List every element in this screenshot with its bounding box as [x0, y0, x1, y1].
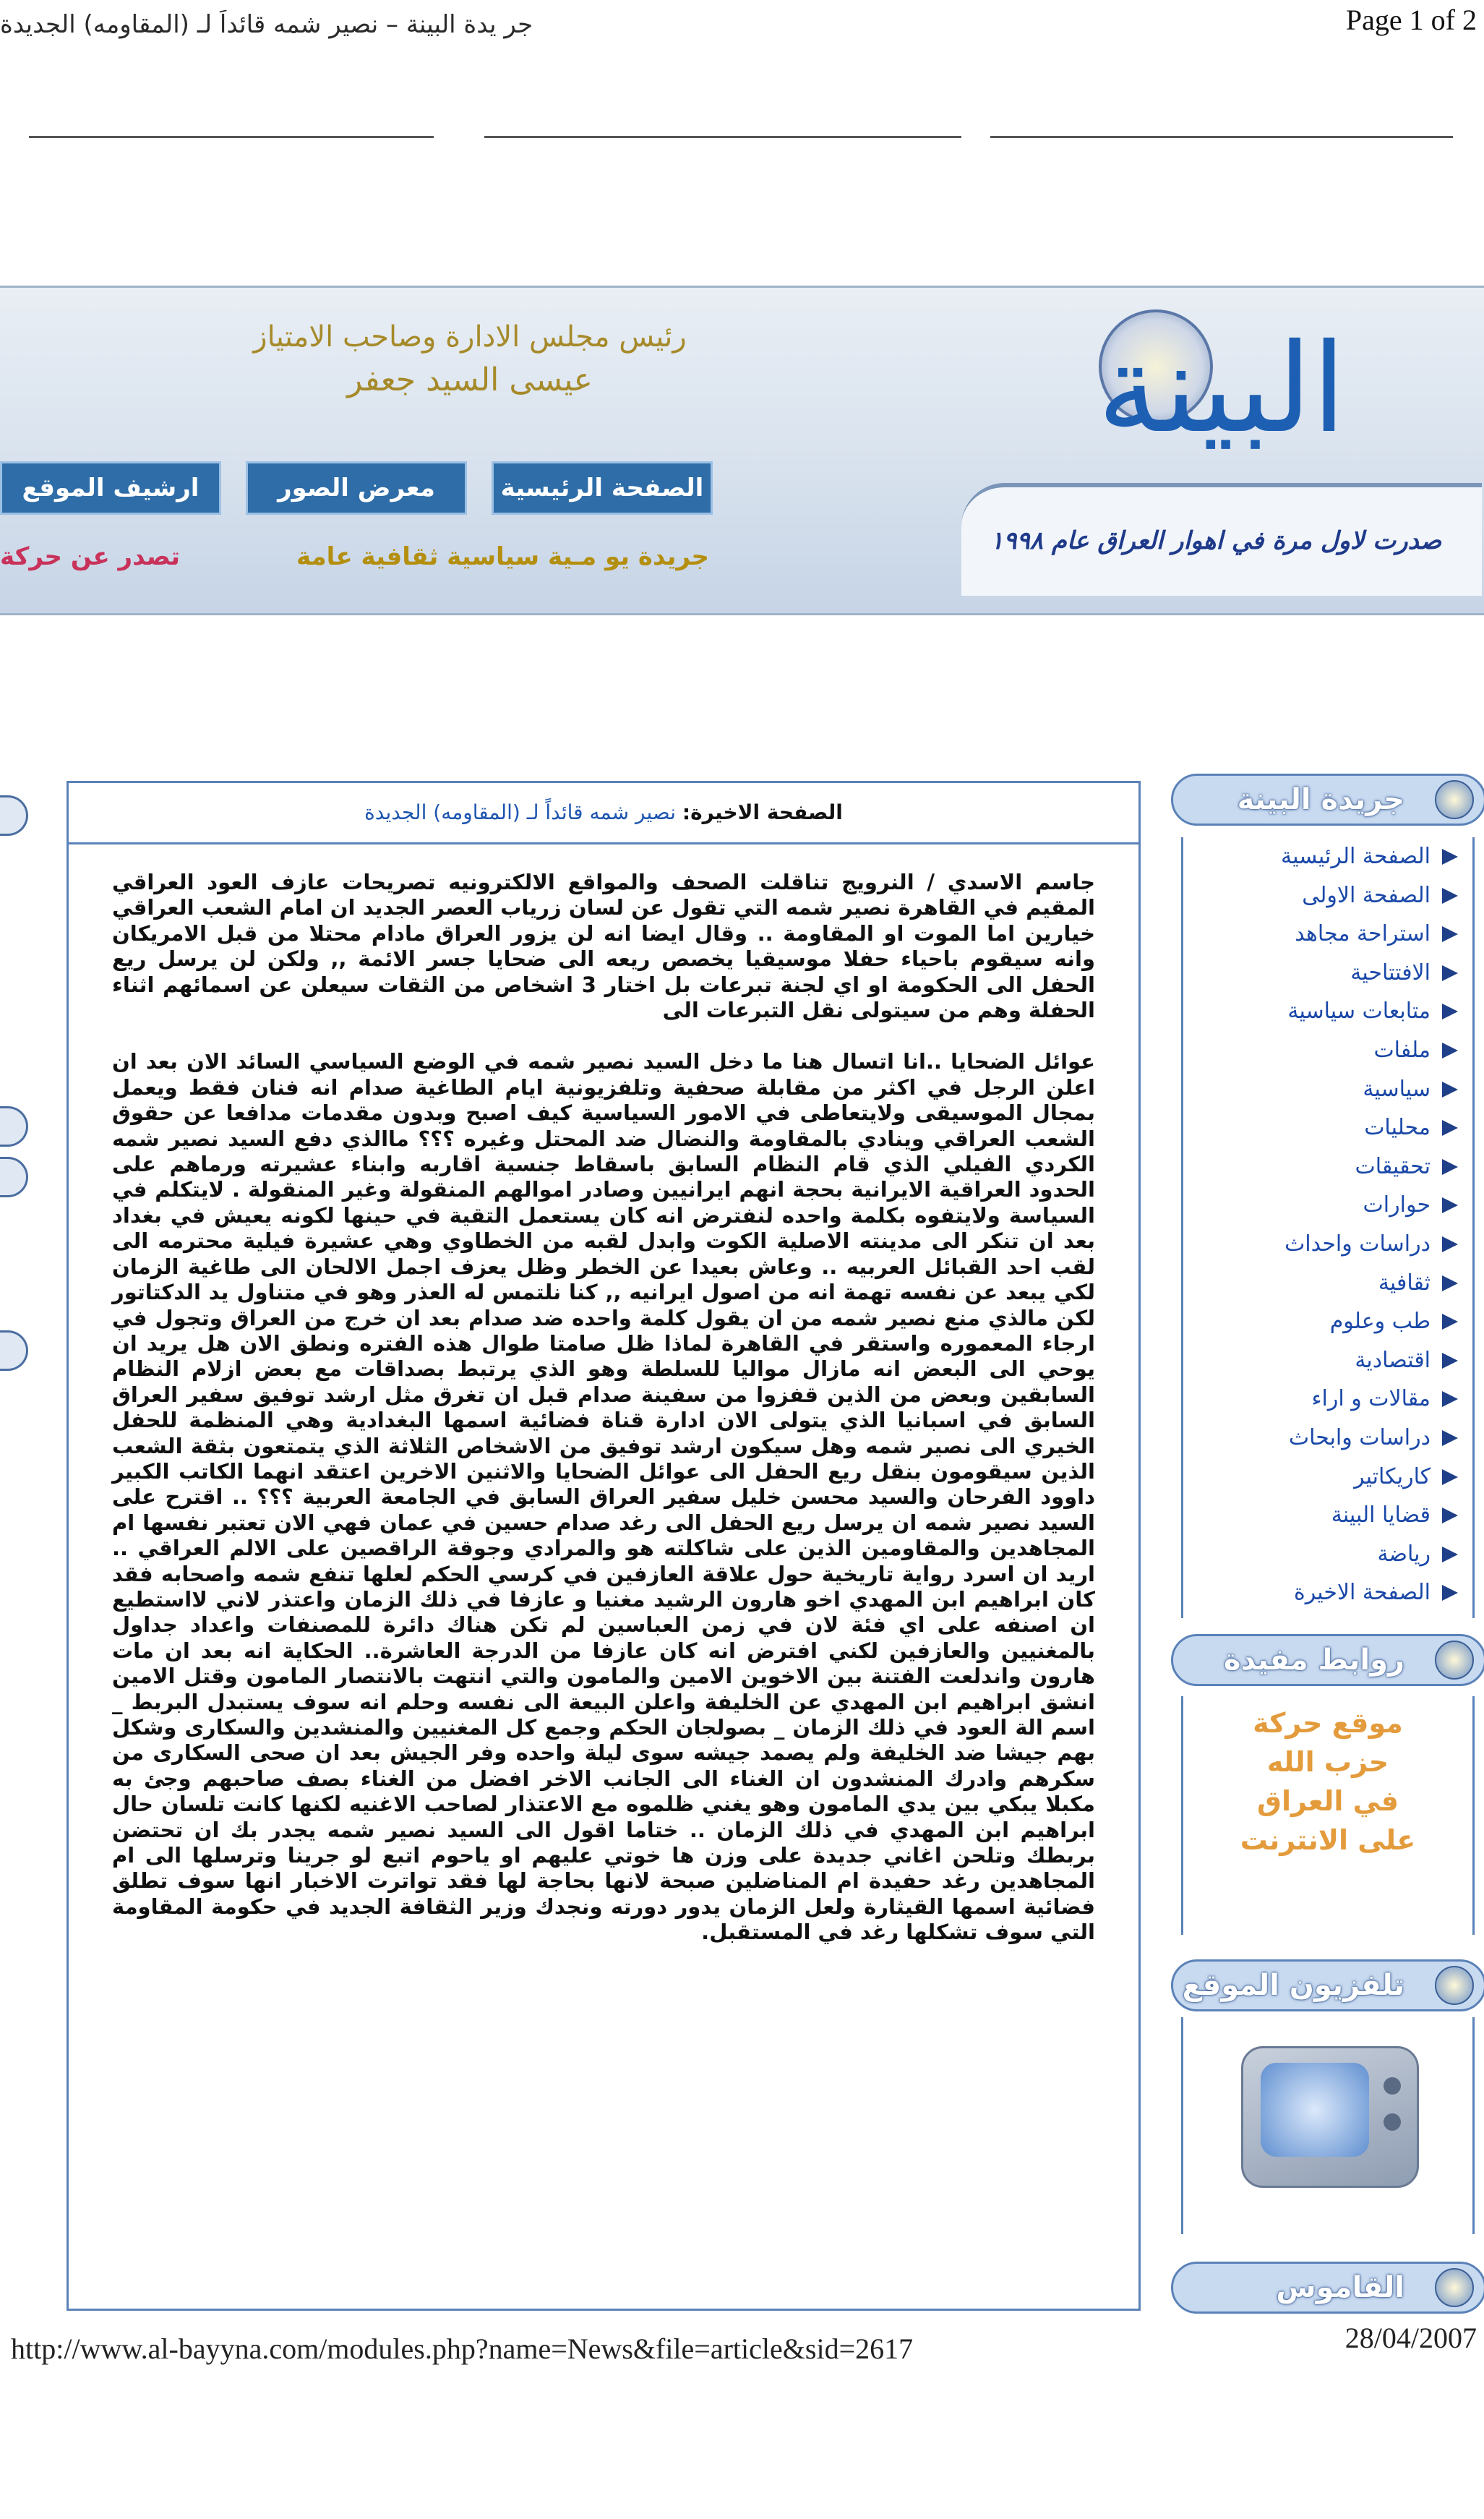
- sidebar-item-studies-events[interactable]: [1183, 1225, 1472, 1264]
- tv-icon[interactable]: [1241, 2046, 1419, 2188]
- article-headline[interactable]: نصير شمه قائداً لـ (المقاومه) الجديدة: [364, 800, 676, 824]
- link-line[interactable]: على الانترنت: [1240, 1824, 1416, 1856]
- sidebar-item-medicine-science[interactable]: [1183, 1302, 1472, 1341]
- print-url: http://www.al-bayyna.com/modules.php?name=News&file=article&sid=2617: [11, 2332, 914, 2365]
- header-rule-1: [29, 136, 434, 138]
- sidebar-item-politics[interactable]: [1183, 1070, 1472, 1109]
- arrow-bullet-icon: [1442, 1004, 1458, 1019]
- arrow-bullet-icon: [1442, 1430, 1458, 1446]
- arrow-bullet-icon: [1442, 926, 1458, 942]
- site-banner: [0, 286, 1484, 615]
- sidebar-header-label: القاموس: [1276, 2271, 1404, 2304]
- sidebar-item-label[interactable]: متابعات سياسية: [1287, 998, 1431, 1025]
- publisher-line: تصدر عن حركة: [0, 542, 181, 571]
- sidebar-item-label[interactable]: مقالات و اراء: [1311, 1386, 1431, 1412]
- sidebar-item-rest[interactable]: [1183, 915, 1472, 954]
- article-paragraph: جاسم الاسدي / النرويج تناقلت الصحف والمواقع الالكترونيه تصريحات عازف العود العراقي المقيم في القاهرة نصير شمه التي تقول عن لسان زرياب العصر الجديد ان امام الشعب العراقي خيارين اما الموت او المقاومة .. وقال ايضا انه لن يزور العراق مادام محتلا من قبل الامريكان وانه سيقوم باحياء حفلا موسيقيا يخصص ريعه الى ضحايا جسر الائمة ,, ولكن لن يرسل ريع الحفل الى الحكومة او اي لجنة تبرعات بل اختار 3 اشخاص من الثقات سيعلن عن اسمائهم اثناء الحفلة وهم من سيتولى نقل التبرعات الى: [112, 870, 1095, 1023]
- sidebar-header-label: روابط مفيدة: [1224, 1643, 1404, 1677]
- page-number: Page 1 of 2: [1345, 4, 1477, 36]
- sidebar-item-label[interactable]: قضايا البينة: [1331, 1502, 1431, 1528]
- sidebar-header-tv: [1171, 1959, 1484, 2011]
- article-box: [67, 781, 1141, 2311]
- strip-knob-icon: [0, 795, 28, 836]
- sidebar-item-label[interactable]: رياضة: [1377, 1541, 1431, 1567]
- article-header: [69, 783, 1138, 844]
- tv-knob-icon: [1384, 2077, 1401, 2095]
- sidebar-item-label[interactable]: الافتتاحية: [1350, 959, 1431, 985]
- tv-screen: [1261, 2063, 1369, 2157]
- sidebar-item-label[interactable]: تحقيقات: [1355, 1153, 1431, 1179]
- article-body: [112, 870, 1095, 1972]
- arrow-bullet-icon: [1442, 1507, 1458, 1523]
- left-edge-strip: [0, 781, 29, 1432]
- emblem-icon: [1435, 780, 1474, 819]
- sidebar-item-label[interactable]: الصفحة الاولى: [1302, 882, 1431, 908]
- chairman-credit: [246, 317, 694, 403]
- nav-home-button[interactable]: الصفحة الرئيسية: [492, 461, 713, 515]
- header-rule-3: [990, 136, 1453, 138]
- sidebar-item-economy[interactable]: [1183, 1341, 1472, 1380]
- print-page-title: جر يدة البينة – نصير شمه قائداً لـ (المقاومه) الجديدة: [0, 10, 533, 39]
- arrow-bullet-icon: [1442, 1197, 1458, 1213]
- chairman-name: عيسى السيد جعفر: [347, 362, 593, 398]
- site-logo[interactable]: البينة: [1097, 317, 1347, 461]
- sidebar-item-articles-opinions[interactable]: [1183, 1380, 1472, 1419]
- sidebar-item-label[interactable]: استراحة مجاهد: [1295, 921, 1431, 947]
- sidebar-item-investigations[interactable]: [1183, 1147, 1472, 1186]
- arrow-bullet-icon: [1442, 1082, 1458, 1098]
- arrow-bullet-icon: [1442, 1043, 1458, 1059]
- sidebar-item-home[interactable]: [1183, 837, 1472, 876]
- link-line[interactable]: موقع حركة: [1253, 1707, 1403, 1739]
- tv-panel: [1181, 2017, 1475, 2234]
- sidebar-item-caricature[interactable]: [1183, 1458, 1472, 1497]
- sidebar-item-last-page[interactable]: [1183, 1573, 1472, 1612]
- sidebar-header-newspaper: [1171, 774, 1484, 826]
- strip-knob-icon: [0, 1330, 28, 1371]
- print-date: 28/04/2007: [1344, 2322, 1477, 2354]
- sidebar-item-front-page[interactable]: [1183, 876, 1472, 915]
- sidebar-item-label[interactable]: دراسات وابحاث: [1288, 1424, 1431, 1450]
- sidebar-item-culture[interactable]: [1183, 1264, 1472, 1303]
- sidebar-item-political-followups[interactable]: [1183, 992, 1472, 1031]
- arrow-bullet-icon: [1442, 1469, 1458, 1485]
- sidebar-item-local[interactable]: [1183, 1108, 1472, 1147]
- strip-knob-icon: [0, 1157, 28, 1197]
- sidebar-item-label[interactable]: الصفحة الرئيسية: [1281, 844, 1431, 869]
- sidebar-item-editorial[interactable]: [1183, 954, 1472, 993]
- chairman-title: رئيس مجلس الادارة وصاحب الامتياز: [253, 320, 687, 354]
- sidebar-item-label[interactable]: الصفحة الاخيرة: [1294, 1580, 1431, 1606]
- arrow-bullet-icon: [1442, 1275, 1458, 1291]
- arrow-bullet-icon: [1442, 1585, 1458, 1601]
- sidebar-item-sports[interactable]: [1183, 1535, 1472, 1574]
- sidebar-header-links: [1171, 1634, 1484, 1686]
- tagline: جريدة يو مـية سياسية ثقافية عامة: [296, 542, 710, 571]
- nav-archive-button[interactable]: ارشيف الموقع: [0, 461, 221, 515]
- tv-knob-icon: [1384, 2113, 1401, 2131]
- sidebar-item-label[interactable]: ملفات: [1373, 1037, 1431, 1063]
- sidebar: [1171, 774, 1482, 2314]
- sidebar-nav-list: [1183, 837, 1472, 1612]
- arrow-bullet-icon: [1442, 1120, 1458, 1136]
- sidebar-item-bayyna-issues[interactable]: [1183, 1496, 1472, 1535]
- emblem-icon: [1435, 2268, 1474, 2307]
- links-panel: [1181, 1696, 1475, 1935]
- sidebar-item-interviews[interactable]: [1183, 1186, 1472, 1225]
- emblem-icon: [1435, 1966, 1474, 2005]
- header-rule-2: [484, 136, 961, 138]
- arrow-bullet-icon: [1442, 1159, 1458, 1175]
- sidebar-nav-panel: [1181, 837, 1475, 1618]
- founded-line: صدرت لاول مرة في اهوار العراق عام ١٩٩٨: [990, 526, 1442, 555]
- link-line[interactable]: في العراق: [1257, 1785, 1399, 1817]
- arrow-bullet-icon: [1442, 1236, 1458, 1252]
- arrow-bullet-icon: [1442, 1547, 1458, 1562]
- sidebar-item-label[interactable]: ثقافية: [1378, 1270, 1431, 1296]
- sidebar-header-label: تلفزيون الموقع: [1182, 1969, 1404, 2002]
- sidebar-header-label: جريدة البينة: [1237, 783, 1404, 816]
- sidebar-item-studies-research[interactable]: [1183, 1419, 1472, 1458]
- emblem-icon: [1435, 1641, 1474, 1680]
- arrow-bullet-icon: [1442, 965, 1458, 981]
- nav-gallery-button[interactable]: معرض الصور: [246, 461, 467, 515]
- sidebar-item-files[interactable]: [1183, 1031, 1472, 1070]
- sidebar-item-label[interactable]: محليات: [1364, 1115, 1431, 1141]
- arrow-bullet-icon: [1442, 1314, 1458, 1330]
- sidebar-header-dictionary: [1171, 2262, 1484, 2314]
- sidebar-item-label[interactable]: حوارات: [1363, 1192, 1431, 1218]
- article-paragraph: عوائل الضحايا ..انا اتسال هنا ما دخل السيد نصير شمه في الوضع السياسي السائد الان بعد ان اعلن الرجل في اكثر من مقابلة صحفية وتلفزيونية ايام الطاغية صدام انه فنان فقط ويعمل بمجال الموسيقى ولايتعاطى في الامور السياسية كيف اصبح وبدون مقدمات مدافعا عن حقوق الشعب العراقي وينادي بالمقاومة والنضال ضد المحتل وغيره ؟؟؟ ماالذي دفع السيد نصير شمه الكردي الفيلي الذي قام النظام السابق باسقاط جنسية اقاربه وابناء عشيرته ورماهم على الحدود العراقية الايرانية بحجة انهم ايرانيين وصادر اموالهم المنقولة وغير المنقولة . لايتكلم في السياسة ولايتفوه بكلمة واحده لنفترض انه كان يستعمل التقية في حينها لكونه يعيش في بغداد بعد ان تنكر الى مدينته الاصلية الكوت وابدل لقبه من الخطاوي وهي عشيرة فيلية محترمه الى لقب احد القبائل العربيه .. وعاش بعيدا عن الخطر وظل يعزف اجمل الالحان الى طاغية الزمان لكي يبعد عن نفسه تهمة انه من اصول ايرانيه ,, كنا نلتمس له العذر وهو في متناول يد الدكتاتور لكن مالذي منع نصير شمه من ان يقول كلمة واحده ضد صدام بعد ان خرج من العراق وتجول في ارجاء المعموره واستقر في القاهرة لماذا ظل صامتا طوال هذه الفتره ونطق الان هل يريد ان يوحي الى البعض انه مازال مواليا للسلطة وهو الذي يرتبط بصداقات مع بعض ازلام النظام السابقين وبعض من الذين قفزوا من سفينة صدام قبل ان تغرق مثل ارشد توفيق سفير العراق السابق في اسبانيا الذي يتولى الان ادارة قناة فضائية اسمها البغدادية وهي المنظمة للحفل الخيري الى نصير شمه وهل سيكون ارشد توفيق من الاشخاص الثلاثة الذي يتمتعون بثقة الشعب الذين سيقومون بنقل ريع الحفل الى عوائل الضحايا والاثنين الاخرين اعتقد انهما الكاتب الكبير داوود الفرحان والسيد محسن خليل سفير العراق السابق في الجامعة العربية ؟؟؟ .. اقترح على السيد نصير شمه ان يرسل ريع الحفل الى رغد صدام حسين في عمان فهي الان تعتبر نفسها ام المجاهدين والمقاومين الذين على شاكلته هو والمرادي وجوقة الراقصين على الالم العراقي .. اريد ان اسرد رواية تاريخية حول علاقة العازفين في كرسي الحكم لعلها تنفع شمه واصحابه فقد كان ابراهيم ابن المهدي اخو هارون الرشيد مغنيا و عازفا في ذلك الزمان واعتذر لاني لااستطيع ان اصنفه على اي فئة لان في زمن العباسين لم تكن هناك دائرة للمصنفات واعداد جداول بالمغنيين والعازفين لكني افترض انه كان عازفا من الدرجة العاشرة.. الحكاية انه بعد ان مات هارون واندلعت الفتنة بين الاخوين الامين والمامون والتي انتهت بالانتصار المامون وقتل الامين انشق ابراهيم ابن المهدي عن الخليفة واعلن البيعة الى نفسه وحلم انه سوف يستبدل البربط _ اسم الة العود في ذلك الزمان _ بصولجان الحكم وجمع كل المغنيين والمنشدين والسكارى وشكل بهم جيشا ضد الخليفة ولم يصمد جيشه سوى ليلة واحده وفر الجيش بعد ان صحى السكارى من سكرهم وادرك المنشدون ان الغناء الى الجانب الاخر افضل من الغناء بصف صاحبهم وجئ به مكبلا يبكي بين يدي المامون وهو يغني ظلموه مع الاعتذار لصاحب الاغنيه لكنها كانت تلسان حال ابراهيم ابن المهدي في ذلك الزمان .. ختاما اقول الى السيد نصير شمه يجدر بك ان تحتضن بربطك وتلحن اغاني جديدة على وزن ها خوتي عليهم او ياحوم اتبع لو جرينا وترسلها الى ام المجاهدين رغد حفيدة ام المناضلين صبحة لانها بحاجة لها فقد تواترت الاخبار انها سوف تطلق فضائية اسمها القيثارة ولعل الزمان يدور دورته ونجدك وزير الثقافة الجديد في حكومة المقاومة التي سوف تشكلها رغد في المستقبل.: [112, 1049, 1095, 1945]
- arrow-bullet-icon: [1442, 1353, 1458, 1369]
- strip-knob-icon: [0, 1106, 28, 1147]
- hezbollah-iraq-link[interactable]: [1183, 1696, 1472, 1860]
- sidebar-item-label[interactable]: طب وعلوم: [1329, 1309, 1431, 1335]
- link-line[interactable]: حزب الله: [1266, 1746, 1389, 1778]
- arrow-bullet-icon: [1442, 1391, 1458, 1407]
- arrow-bullet-icon: [1442, 888, 1458, 904]
- sidebar-item-label[interactable]: كاريكاتير: [1354, 1463, 1431, 1489]
- sidebar-item-label[interactable]: اقتصادية: [1355, 1347, 1431, 1373]
- sidebar-item-label[interactable]: دراسات واحداث: [1284, 1231, 1431, 1257]
- article-section: الصفحة الاخيرة:: [682, 800, 843, 824]
- arrow-bullet-icon: [1442, 849, 1458, 865]
- sidebar-item-label[interactable]: سياسية: [1363, 1076, 1431, 1102]
